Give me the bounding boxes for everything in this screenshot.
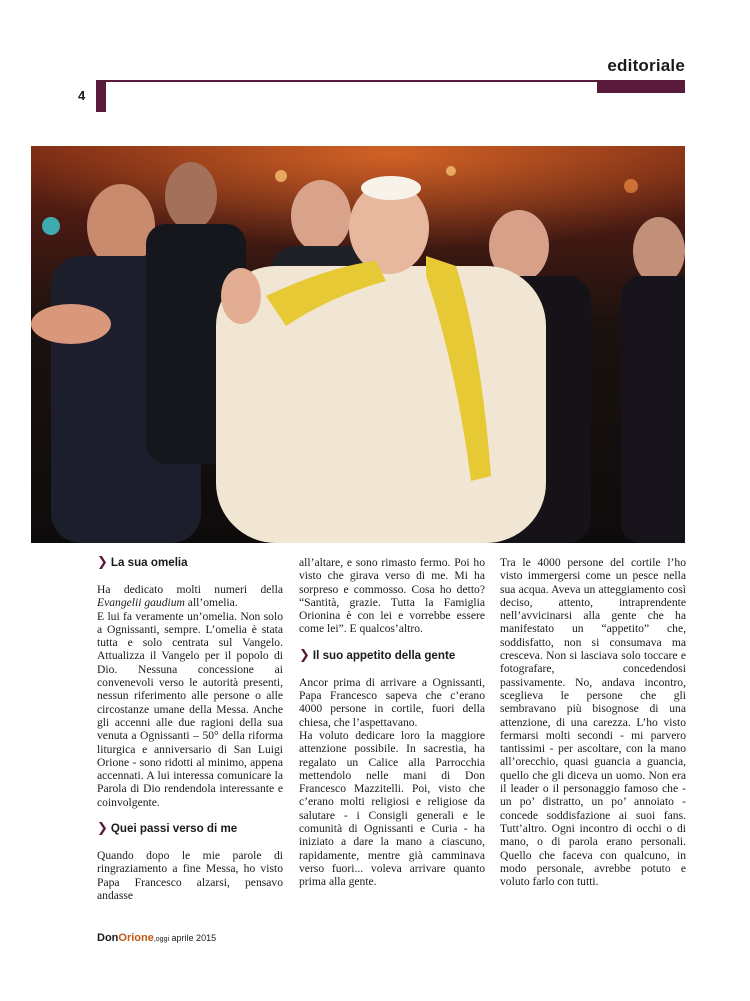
subheading-omelia: [97, 556, 283, 570]
paragraph: E lui fa veramente un’omelia. Non solo a Ognissanti, sempre. L’omelia è stata tutta e solo centrata sul Vangelo. Attualizza il Vangelo per il popolo di Dio. Nessuna concessione ai convenevoli verso le autorità presenti, nessun riferimento alle persone o alle circostanze umane della Messa. Anche gli accenni alle due ragioni della sua venuta a Ognissanti – 50° della riforma liturgica e anniversario di San Luigi Orione - sono ridotti al minimo, appena accennati. A lui interessa comunicare la Parola di Dio rendendola interessante e coinvolgente.: [97, 609, 283, 809]
subheading-text: Il suo appetito della gente: [312, 648, 456, 662]
footer-masthead: [97, 932, 216, 944]
text-column-2: [299, 556, 485, 889]
paragraph: Ancor prima di arrivare a Ognissanti, Papa Francesco sapeva che c’erano 4000 persone in cortile, fuori della chiesa, che l’aspettavano.: [299, 675, 485, 729]
book-title: Evangelii gaudium: [97, 596, 185, 610]
section-title: editoriale: [607, 56, 685, 75]
paragraph: all’altare, e sono rimasto fermo. Poi ho visto che girava verso di me. Mi ha sorpreso e commosso. Cosa ho detto? “Santità, grazie. Tutta la Famiglia Orionina è con lei e vorrebbe essere come lei”. E qualcos’altro.: [299, 556, 485, 636]
header-accent-right: [597, 80, 685, 93]
chevron-right-icon: ❯: [97, 821, 108, 837]
text-column-1: [97, 556, 283, 902]
brand-don: Don: [97, 932, 119, 944]
page-number: 4: [78, 88, 86, 103]
brand-orione: Orione: [118, 932, 154, 944]
paragraph: Tra le 4000 persone del cortile l’ho visto immergersi come un pesce nella sua acqua. Aveva un atteggiamento così deciso, attento, intraprendente nell’avvicinarsi alla gente che ha manifestato un “appetito” che, soddisfatto, non si consumava ma cresceva. Non si lasciava solo toccare e fotografare, concedendosi passivamente. No, andava incontro, sceglieva le persone che gli sembravano più bisognose di una attenzione, di una carezza. L’ho visto fermarsi molti secondi - mi parvero tantissimi - per ascoltare, con la mano all’orecchio, quasi guancia a guancia, quello che gli diceva un uomo. Non era il leader o il personaggio famoso che - un po’ distratto, un po’ annoiato - concede soddisfazione ai suoi fans. Tutt’altro. Ogni incontro di occhi o di mano, o di parola erano personali. Quello che faceva con qualcuno, in modo personale, avrebbe potuto e voluto farlo con tutti.: [500, 556, 686, 889]
paragraph: Ha voluto dedicare loro la maggiore attenzione possibile. In sacrestia, ha regalato un Calice alla Parrocchia mettendolo nelle mani di Don Francesco Mazzitelli. Poi, visto che c’erano molti religiosi e religiose da salutare - i Consigli generali e le comunità di Ognissanti e Curia - ha iniziato a dare la mano a ciascuno, rapidamente, mentre già camminava verso fuori... voleva arrivare quanto prima alla gente.: [299, 728, 485, 889]
photo-illustration: [31, 146, 685, 543]
subheading-appetito: [299, 649, 485, 663]
text-column-3: [500, 556, 686, 888]
brand-oggi: ,oggi: [153, 936, 170, 943]
paragraph: Ha dedicato molti numeri della Evangelii gaudium all’omelia.: [97, 583, 283, 610]
chevron-right-icon: ❯: [97, 555, 108, 570]
subheading-text: La sua omelia: [110, 556, 188, 569]
header-accent-left: [96, 80, 106, 112]
issue-date: aprile 2015: [171, 933, 217, 943]
cover-photo: [31, 146, 685, 543]
chevron-right-icon: ❯: [299, 647, 310, 663]
subheading-passi: [97, 822, 283, 836]
subheading-text: Quei passi verso di me: [110, 822, 238, 836]
paragraph: Quando dopo le mie parole di ringraziamento a fine Messa, ho visto Papa Francesco alzarsi, pensavo andasse: [97, 849, 283, 902]
